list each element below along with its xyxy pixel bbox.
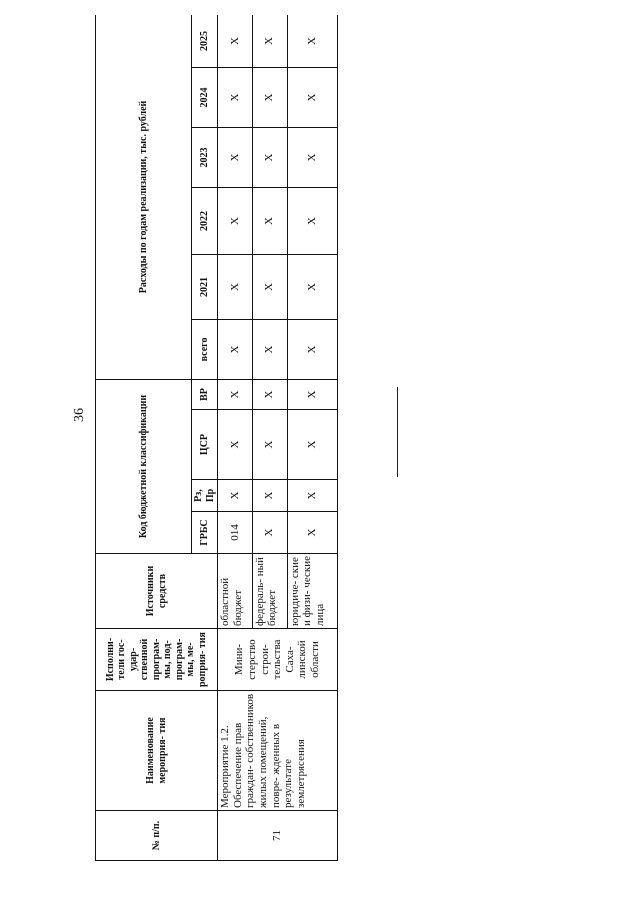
- grbs-cell: X: [252, 512, 287, 554]
- rz-cell: X: [218, 480, 253, 512]
- total-cell: X: [287, 319, 337, 379]
- year-2021-cell: X: [287, 254, 337, 319]
- row-name: Мероприятие 1.2. Обеспечение прав граждан- собственников жилых помещений, повре- жденных в результате землетрясения: [218, 691, 338, 811]
- header-year-2023: 2023: [192, 127, 218, 187]
- header-year-2024: 2024: [192, 67, 218, 127]
- year-2025-cell: X: [252, 15, 287, 67]
- row-executor: Мини- стерство строи- тельства Саха- линской области: [218, 629, 338, 691]
- header-grbs: ГРБС: [192, 512, 218, 554]
- vr-cell: X: [252, 379, 287, 409]
- csr-cell: X: [218, 410, 253, 480]
- header-vr: ВР: [192, 379, 218, 409]
- header-year-2022: 2022: [192, 187, 218, 254]
- header-sources: Источники средств: [96, 554, 218, 629]
- csr-cell: X: [252, 410, 287, 480]
- year-2025-cell: X: [287, 15, 337, 67]
- header-num: № п/п.: [96, 811, 218, 861]
- table-container: [95, 15, 338, 861]
- rotated-table-wrapper: [95, 15, 338, 861]
- header-total: всего: [192, 319, 218, 379]
- year-2024-cell: X: [252, 67, 287, 127]
- total-cell: X: [218, 319, 253, 379]
- page-number: 36: [72, 408, 87, 422]
- source-cell: юридиче- ские и физи- ческие лица: [287, 554, 337, 629]
- header-budget-code: Код бюджетной классификации: [96, 379, 192, 553]
- header-name: Наименование мероприя- тия: [96, 691, 218, 811]
- table-row: [218, 15, 253, 861]
- csr-cell: X: [287, 410, 337, 480]
- grbs-cell: X: [287, 512, 337, 554]
- year-2024-cell: X: [218, 67, 253, 127]
- year-2025-cell: X: [218, 15, 253, 67]
- signature-line: [397, 387, 398, 477]
- row-num: 71: [218, 811, 338, 861]
- total-cell: X: [252, 319, 287, 379]
- vr-cell: X: [287, 379, 337, 409]
- year-2022-cell: X: [218, 187, 253, 254]
- year-2023-cell: X: [252, 127, 287, 187]
- header-csr: ЦСР: [192, 410, 218, 480]
- year-2021-cell: X: [252, 254, 287, 319]
- year-2021-cell: X: [218, 254, 253, 319]
- source-cell: федераль- ный бюджет: [252, 554, 287, 629]
- year-2023-cell: X: [287, 127, 337, 187]
- source-cell: областной бюджет: [218, 554, 253, 629]
- year-2022-cell: X: [287, 187, 337, 254]
- expenses-table: [95, 15, 338, 861]
- rz-cell: X: [252, 480, 287, 512]
- vr-cell: X: [218, 379, 253, 409]
- rz-cell: X: [287, 480, 337, 512]
- year-2023-cell: X: [218, 127, 253, 187]
- header-year-2021: 2021: [192, 254, 218, 319]
- header-expenses: Расходы по годам реализации, тыс. рублей: [96, 15, 192, 379]
- year-2024-cell: X: [287, 67, 337, 127]
- year-2022-cell: X: [252, 187, 287, 254]
- header-year-2025: 2025: [192, 15, 218, 67]
- header-executors: Исполни- тели гос- удар- ственной програм- мы, под- програм- мы, ме- роприя- тия: [96, 629, 218, 691]
- grbs-cell: 014: [218, 512, 253, 554]
- header-rz: Рз, Пр: [192, 480, 218, 512]
